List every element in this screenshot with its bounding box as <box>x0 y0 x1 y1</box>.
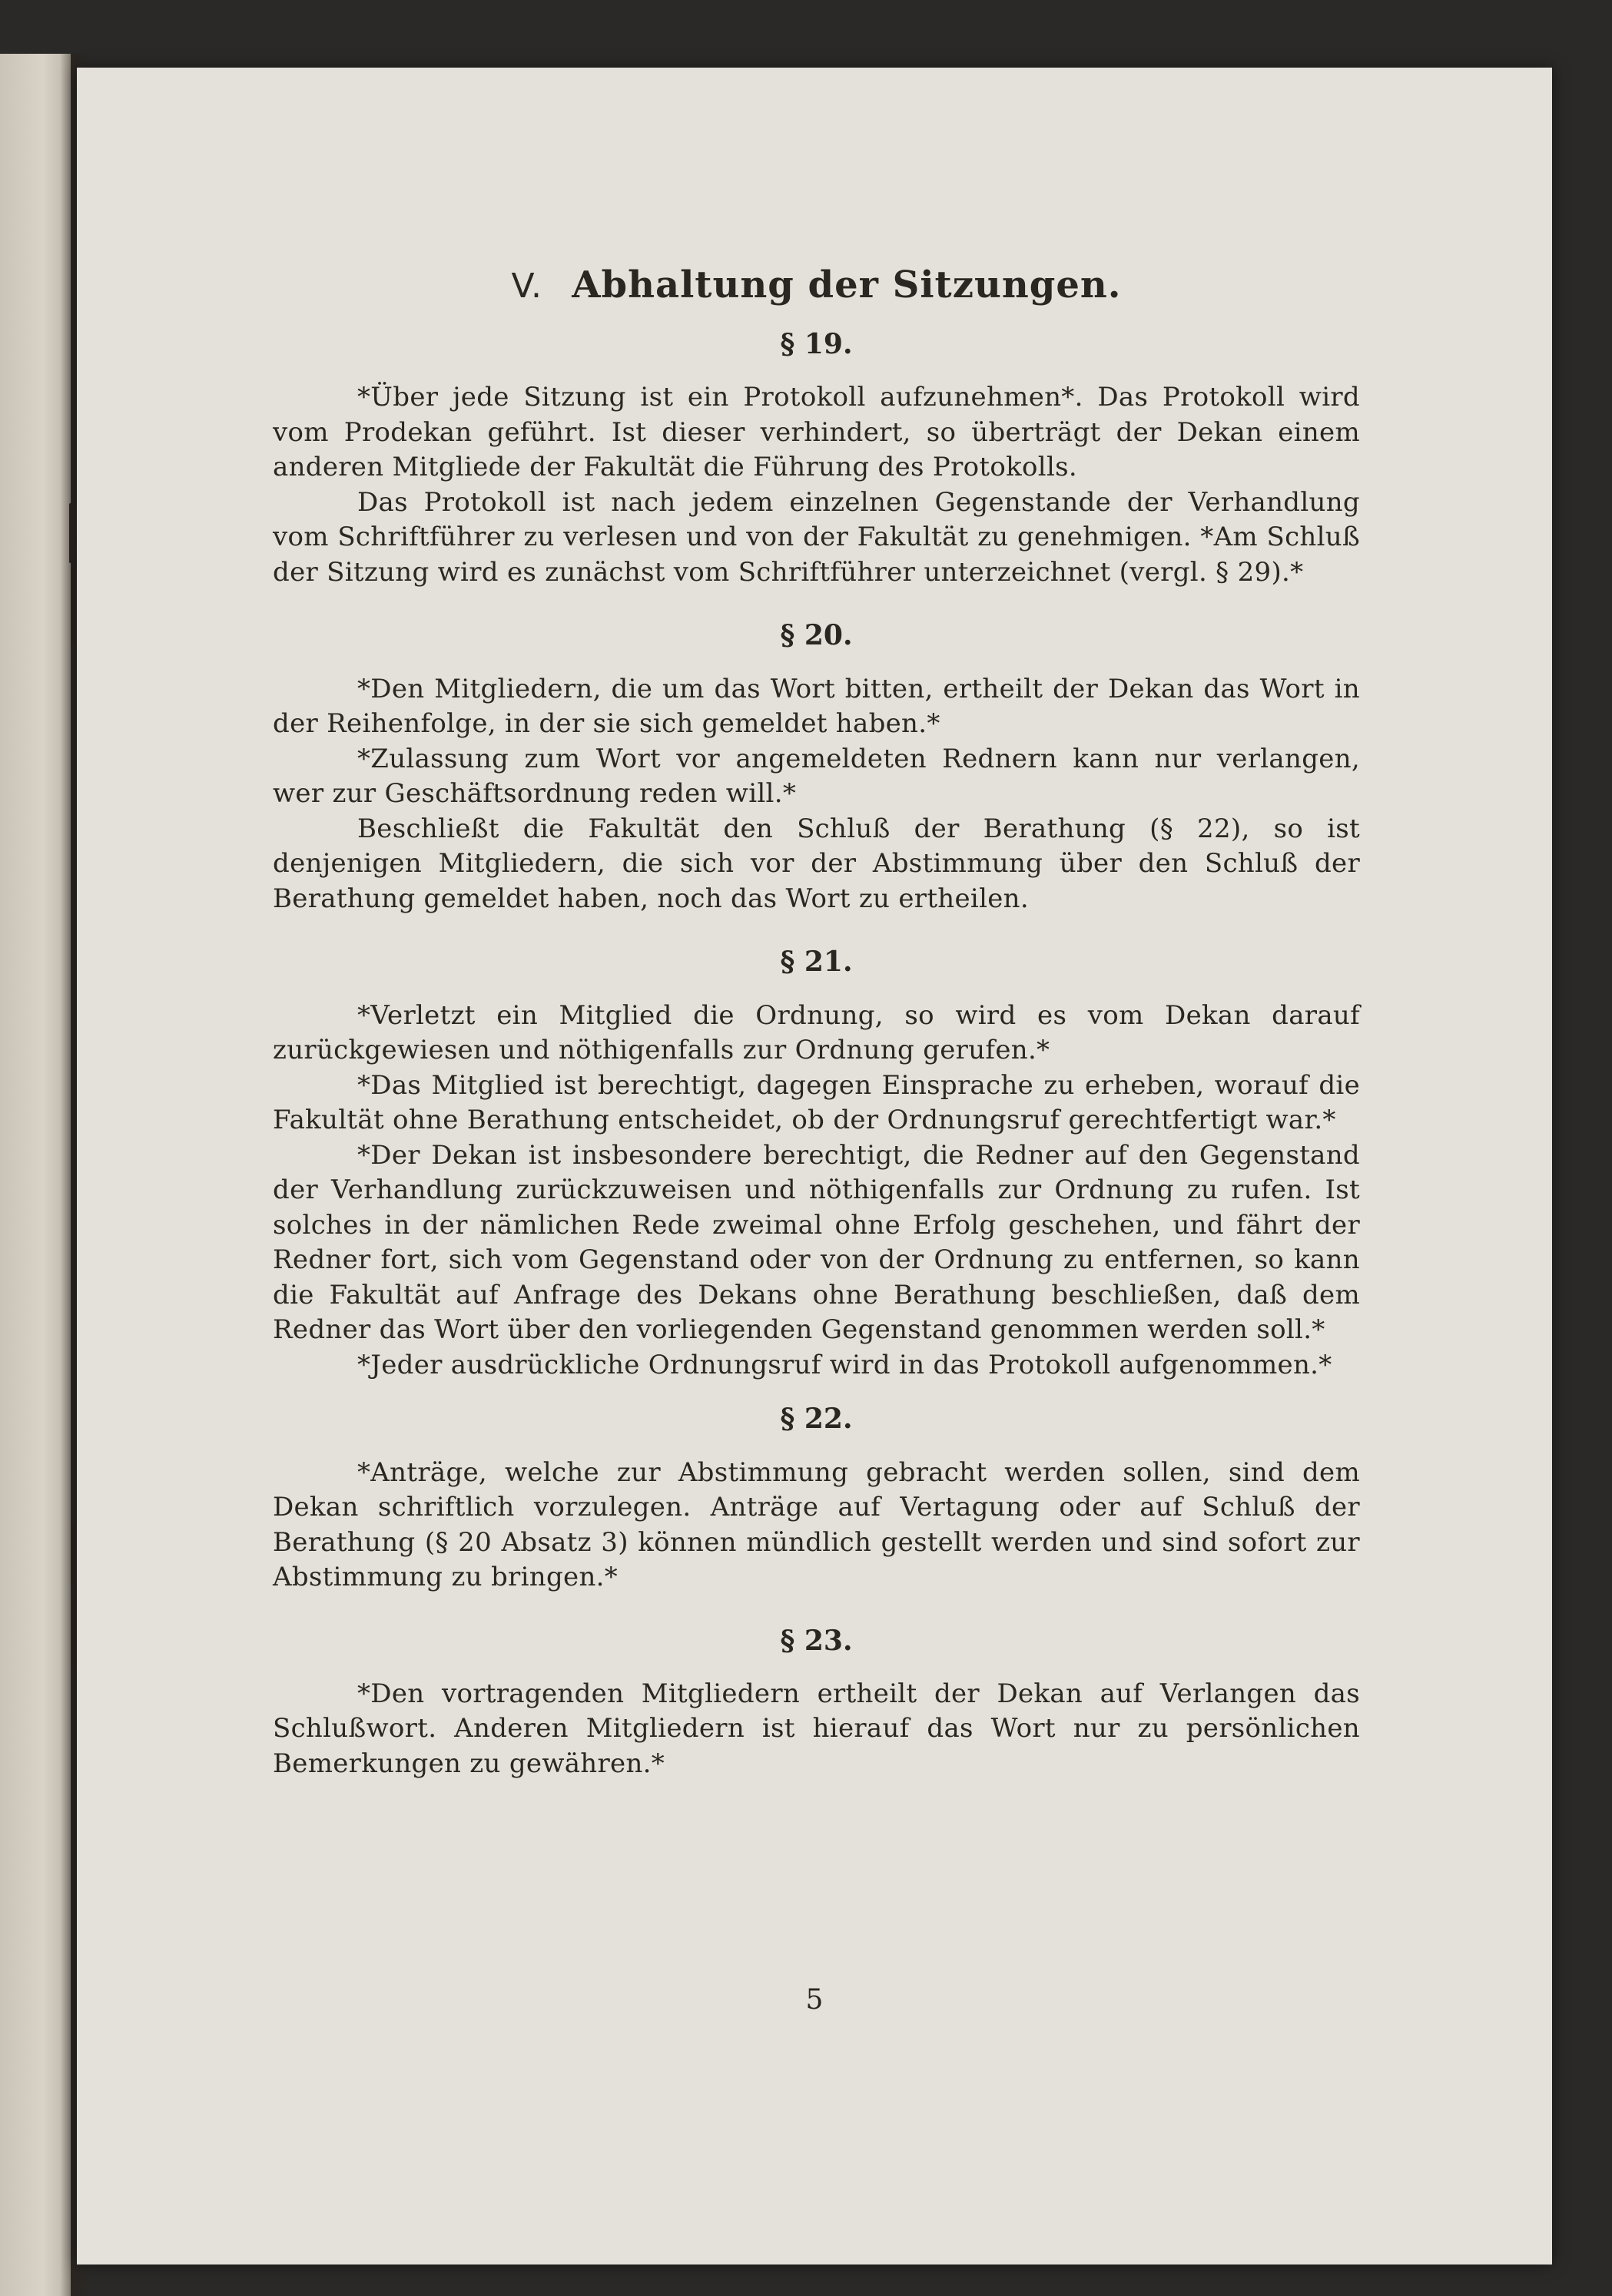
paragraph: *Das Mitglied ist berechtigt, dagegen Einsprache zu erheben, worauf die Fakultät ohne Berathung entscheidet, ob der Ordnungsruf gerechtfertigt war.* <box>273 1069 1360 1136</box>
section-23 <box>273 1622 1360 1782</box>
page-content <box>273 263 1360 1781</box>
chapter-number: V. <box>511 267 542 306</box>
binding-stitch-3 <box>71 1525 75 1586</box>
section-heading: § 23. <box>780 1624 853 1657</box>
paragraph: *Jeder ausdrückliche Ordnungsruf wird in das Protokoll aufgenommen.* <box>357 1349 1332 1380</box>
binding-stitch-2 <box>71 568 75 645</box>
paragraph: Beschließt die Fakultät den Schluß der Berathung (§ 22), so ist denjenigen Mitgliedern, die sich vor der Abstimmung über den Schluß der Berathung gemeldet haben, noch das Wort zu ertheilen. <box>273 813 1360 914</box>
page-number: 5 <box>805 1984 824 2016</box>
paragraph: *Über jede Sitzung ist ein Protokoll aufzunehmen*. Das Protokoll wird vom Prodekan geführt. Ist dieser verhindert, so überträgt der Dekan einem anderen Mitgliede der Fakultät die Führung des Protokolls. <box>273 382 1360 483</box>
paragraph: *Den Mitgliedern, die um das Wort bitten, ertheilt der Dekan das Wort in der Reihenfolge, in der sie sich gemeldet haben.* <box>273 673 1360 740</box>
paragraph: *Zulassung zum Wort vor angemeldeten Rednern kann nur verlangen, wer zur Geschäftsordnung reden will.* <box>273 743 1360 810</box>
section-heading: § 20. <box>780 619 853 652</box>
paragraph: Das Protokoll ist nach jedem einzelnen Gegenstande der Verhandlung vom Schriftführer zu verlesen und von der Fakultät zu genehmigen. *Am Schluß der Sitzung wird es zunächst vom Schriftführer unterzeichnet (vergl. § 29).* <box>273 486 1360 588</box>
section-21 <box>273 943 1360 1383</box>
paragraph: *Verletzt ein Mitglied die Ordnung, so wird es vom Dekan darauf zurückgewiesen und nöthigenfalls zur Ordnung gerufen.* <box>273 999 1360 1066</box>
paragraph: *Den vortragenden Mitgliedern ertheilt der Dekan auf Verlangen das Schlußwort. Anderen Mitgliedern ist hierauf das Wort nur zu persönlichen Bemerkungen zu gewähren.* <box>273 1678 1360 1779</box>
section-22 <box>273 1400 1360 1595</box>
section-20 <box>273 616 1360 916</box>
chapter-title <box>273 263 1360 306</box>
binding-stitch-4 <box>72 1598 76 1671</box>
paragraph: *Der Dekan ist insbesondere berechtigt, die Redner auf den Gegenstand der Verhandlung zurückzuweisen und nöthigenfalls zur Ordnung zu rufen. Ist solches in der nämlichen Rede zweimal ohne Erfolg geschehen, und fährt der Redner fort, sich vom Gegenstand oder von der Ordnung zu entfernen, so kann die Fakultät auf Anfrage des Dekans ohne Berathung beschließen, daß dem Redner das Wort über den vorliegenden Gegenstand genommen werden soll.* <box>273 1139 1360 1346</box>
section-heading: § 19. <box>780 328 853 360</box>
binding-stitch-1 <box>69 503 73 563</box>
section-heading: § 22. <box>780 1403 853 1436</box>
chapter-name: Abhaltung der Sitzungen. <box>572 263 1122 306</box>
section-heading: § 21. <box>780 946 853 979</box>
paragraph: *Anträge, welche zur Abstimmung gebracht werden sollen, sind dem Dekan schriftlich vorzulegen. Anträge auf Vertagung oder auf Schluß der Berathung (§ 20 Absatz 3) können mündlich gestellt werden und sind sofort zur Abstimmung zu bringen.* <box>273 1456 1360 1593</box>
section-19 <box>273 325 1360 590</box>
document-page <box>77 68 1552 2265</box>
